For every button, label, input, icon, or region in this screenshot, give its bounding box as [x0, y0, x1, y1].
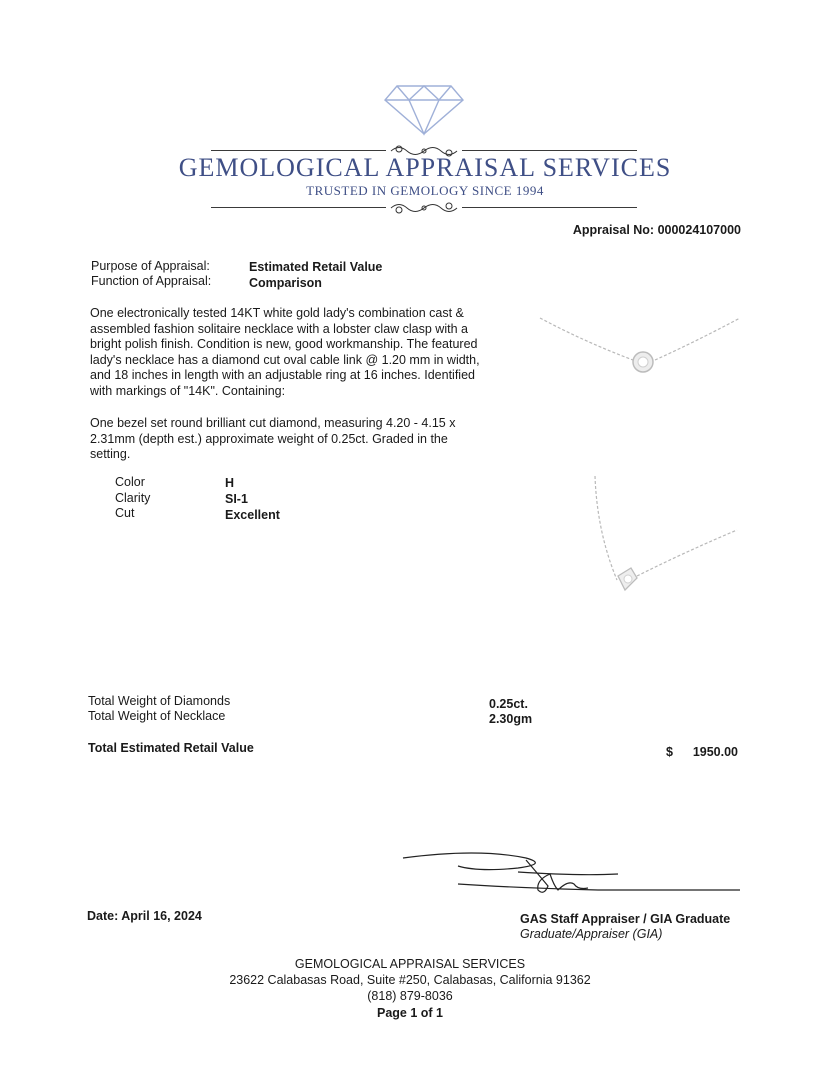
- retail-value-label: Total Estimated Retail Value: [88, 741, 254, 755]
- function-label: Function of Appraisal:: [91, 274, 212, 288]
- grading-color-label: Color: [115, 475, 145, 489]
- total-necklace-weight-label: Total Weight of Necklace: [88, 709, 226, 723]
- appraiser-subtitle: Graduate/Appraiser (GIA): [520, 927, 663, 941]
- date: Date: April 16, 2024: [87, 909, 202, 923]
- appraiser-title: GAS Staff Appraiser / GIA Graduate: [520, 912, 731, 926]
- necklace-photo-top: [535, 312, 745, 387]
- company-name: GEMOLOGICAL APPRAISAL SERVICES: [178, 153, 672, 182]
- ornament-bottom: [211, 203, 637, 213]
- retail-currency: $: [666, 745, 673, 759]
- necklace-photo-bottom: [585, 472, 745, 602]
- grading-cut-value: Excellent: [225, 508, 280, 522]
- purpose-value: Estimated Retail Value: [249, 260, 383, 274]
- total-diamond-weight-value: 0.25ct.: [489, 697, 528, 711]
- page-number: Page 1 of 1: [377, 1006, 443, 1020]
- grading-color-value: H: [225, 476, 235, 490]
- retail-amount: 1950.00: [692, 745, 738, 759]
- company-tagline: TRUSTED IN GEMOLOGY SINCE 1994: [306, 183, 544, 198]
- appraisal-number: Appraisal No: 000024107000: [572, 223, 741, 237]
- total-diamond-weight-label: Total Weight of Diamonds: [88, 694, 231, 708]
- total-necklace-weight-value: 2.30gm: [489, 712, 533, 726]
- diamond-description: One bezel set round brilliant cut diamond, measuring 4.20 - 4.15 x 2.31mm (depth est.) approximate weight of 0.25ct. Graded in the setting.: [90, 416, 456, 461]
- footer-phone: (818) 879-8036: [367, 989, 453, 1003]
- purpose-label: Purpose of Appraisal:: [91, 259, 210, 273]
- item-description: One electronically tested 14KT white gold lady's combination cast & assembled fashion solitaire necklace with a lobster claw clasp with a bright polish finish. Condition is new, good workmanship. The featured lady's necklace has a diamond cut oval cable link @ 1.20 mm in width, and 18 inches in length with an adjustable ring at 16 inches. Identified with markings of "14K". Containing:: [90, 306, 480, 398]
- function-value: Comparison: [249, 276, 322, 290]
- diamond-icon: [383, 84, 465, 136]
- appraiser-signature: [398, 850, 743, 910]
- footer-company: GEMOLOGICAL APPRAISAL SERVICES: [294, 957, 526, 971]
- grading-cut-label: Cut: [115, 506, 135, 520]
- footer-address: 23622 Calabasas Road, Suite #250, Calabasas, California 91362: [229, 973, 591, 987]
- grading-clarity-label: Clarity: [115, 491, 151, 505]
- grading-clarity-value: SI-1: [225, 492, 248, 506]
